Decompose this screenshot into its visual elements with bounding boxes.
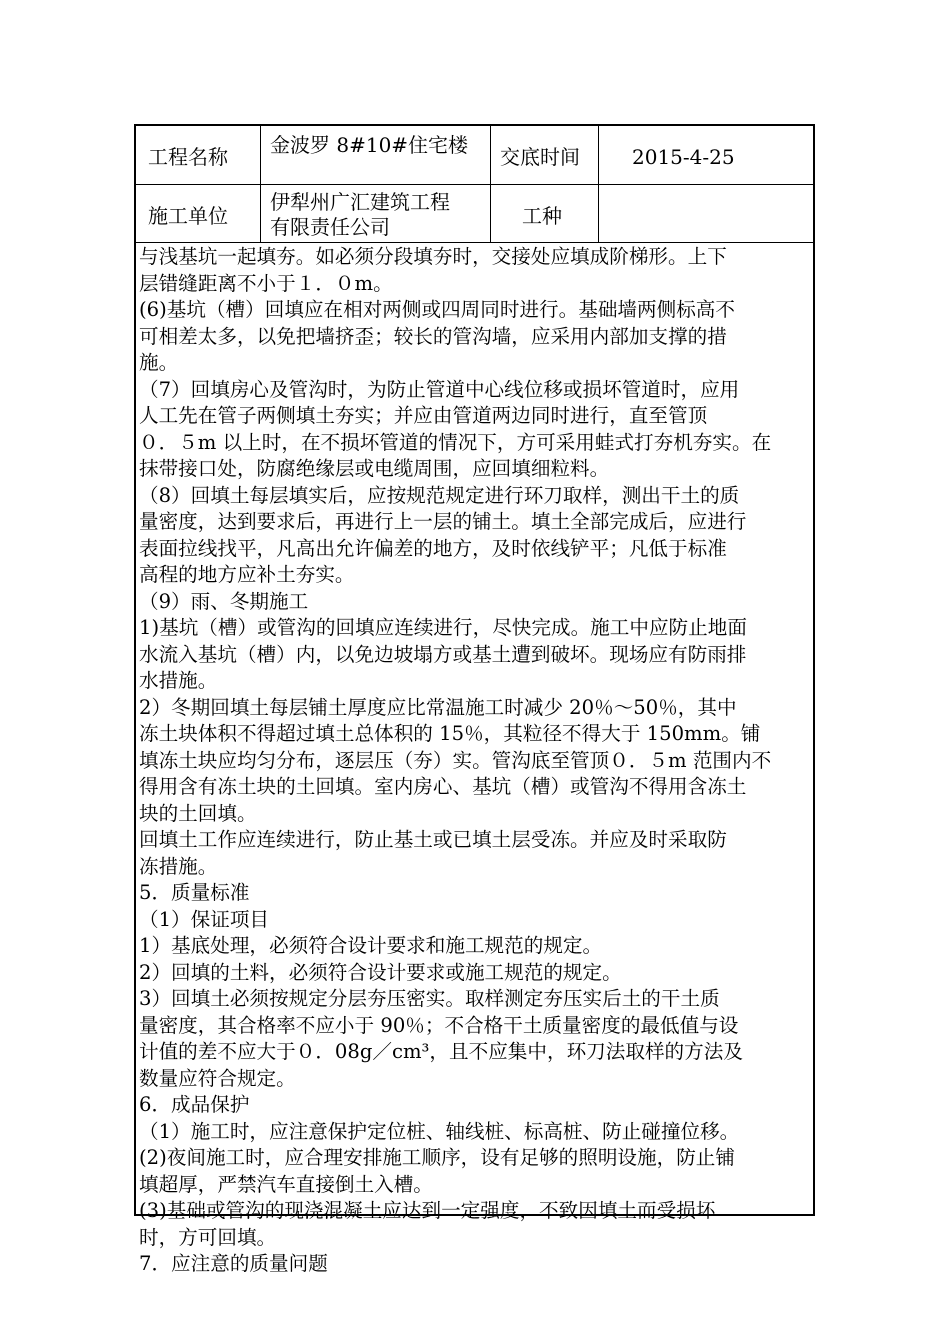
column-divider (260, 126, 261, 242)
row-divider (136, 184, 813, 185)
body-line: 1)基坑（槽）或管沟的回填应连续进行，尽快完成。施工中应防止地面 (139, 616, 747, 639)
construction-unit-value-line1: 伊犁州广汇建筑工程 (270, 190, 450, 214)
row-divider (136, 242, 813, 243)
body-line: 2）冬期回填土每层铺土厚度应比常温施工时减少 20％～50％，其中 (139, 695, 737, 719)
body-line: 抹带接口处，防腐绝缘层或电缆周围，应回填细粒料。 (139, 457, 610, 480)
body-line: 冻土块体积不得超过填土总体积的 15％，其粒径不得大于 150mm。铺 (139, 722, 761, 745)
project-name-label: 工程名称 (148, 145, 228, 169)
body-line: 高程的地方应补土夯实。 (139, 563, 355, 586)
body-line: 2）回填的土料，必须符合设计要求或施工规范的规定。 (139, 960, 622, 984)
project-name-value: 金波罗 8#10#住宅楼 (270, 133, 469, 157)
column-divider (490, 126, 491, 242)
body-line: 冻措施。 (139, 854, 218, 878)
body-line: 5．质量标准 (139, 881, 250, 904)
body-line: 填冻土块应均匀分布，逐层压（夯）实。管沟底至管顶０．５m 范围内不 (139, 748, 772, 772)
body-line: 时，方可回填。 (139, 1225, 277, 1249)
date-label: 交底时间 (500, 145, 580, 169)
body-line: 可相差太多，以免把墙挤歪；较长的管沟墙，应采用内部加支撑的措 (139, 324, 727, 348)
body-line: (3)基础或管沟的现浇混凝土应达到一定强度，不致因填土而受损坏 (139, 1199, 716, 1222)
body-line: 6．成品保护 (139, 1093, 250, 1116)
body-line: （8）回填土每层填实后，应按规范规定进行环刀取样，测出干土的质 (139, 483, 740, 507)
body-line: 回填土工作应连续进行，防止基土或已填土层受冻。并应及时采取防 (139, 828, 727, 851)
trade-label: 工种 (522, 204, 562, 228)
body-line: （9）雨、冬期施工 (139, 589, 309, 613)
body-line: （7）回填房心及管沟时，为防止管道中心线位移或损坏管道时，应用 (139, 377, 740, 401)
disclosure-body (139, 244, 811, 1278)
body-line: 与浅基坑一起填夯。如必须分段填夯时，交接处应填成阶梯形。上下 (139, 245, 727, 268)
body-line: （1）施工时，应注意保护定位桩、轴线桩、标高桩、防止碰撞位移。 (139, 1119, 740, 1143)
body-line: (2)夜间施工时，应合理安排施工顺序，设有足够的照明设施，防止铺 (139, 1146, 735, 1169)
body-line: 水措施。 (139, 669, 218, 692)
body-line: 施。 (139, 351, 179, 374)
disclosure-form-table (134, 124, 815, 1275)
date-value: 2015-4-25 (632, 145, 735, 169)
body-line: 量密度，其合格率不应小于 90％；不合格干土质量密度的最低值与设 (139, 1013, 739, 1037)
construction-unit-label: 施工单位 (148, 204, 228, 228)
body-line: 人工先在管子两侧填土夯实；并应由管道两边同时进行，直至管顶 (139, 404, 708, 427)
body-line: 1）基底处理，必须符合设计要求和施工规范的规定。 (139, 934, 603, 957)
body-line: 得用含有冻土块的土回填。室内房心、基坑（槽）或管沟不得用含冻土 (139, 775, 747, 798)
body-line: 量密度，达到要求后，再进行上一层的铺土。填土全部完成后，应进行 (139, 510, 747, 533)
body-line: ０．５m 以上时，在不损坏管道的情况下，方可采用蛙式打夯机夯实。在 (139, 430, 772, 454)
body-line: （1）保证项目 (139, 907, 270, 931)
body-line: 表面拉线找平，凡高出允许偏差的地方，及时依线铲平；凡低于标准 (139, 536, 727, 560)
body-line: 块的土回填。 (139, 801, 257, 825)
body-line: 填超厚，严禁汽车直接倒土入槽。 (139, 1172, 433, 1196)
body-line: 数量应符合规定。 (139, 1066, 296, 1090)
body-line: 7．应注意的质量问题 (139, 1252, 328, 1275)
body-line: (6)基坑（槽）回填应在相对两侧或四周同时进行。基础墙两侧标高不 (139, 298, 735, 321)
body-line: 层错缝距离不小于１．０m。 (139, 271, 393, 295)
column-divider (598, 126, 599, 242)
construction-unit-value-line2: 有限责任公司 (270, 215, 390, 239)
body-line: 3）回填土必须按规定分层夯压密实。取样测定夯压实后土的干土质 (139, 987, 720, 1010)
body-line: 水流入基坑（槽）内，以免边坡塌方或基土遭到破坏。现场应有防雨排 (139, 642, 747, 666)
body-line: 计值的差不应大于０．08g／cm³，且不应集中，环刀法取样的方法及 (139, 1040, 743, 1063)
